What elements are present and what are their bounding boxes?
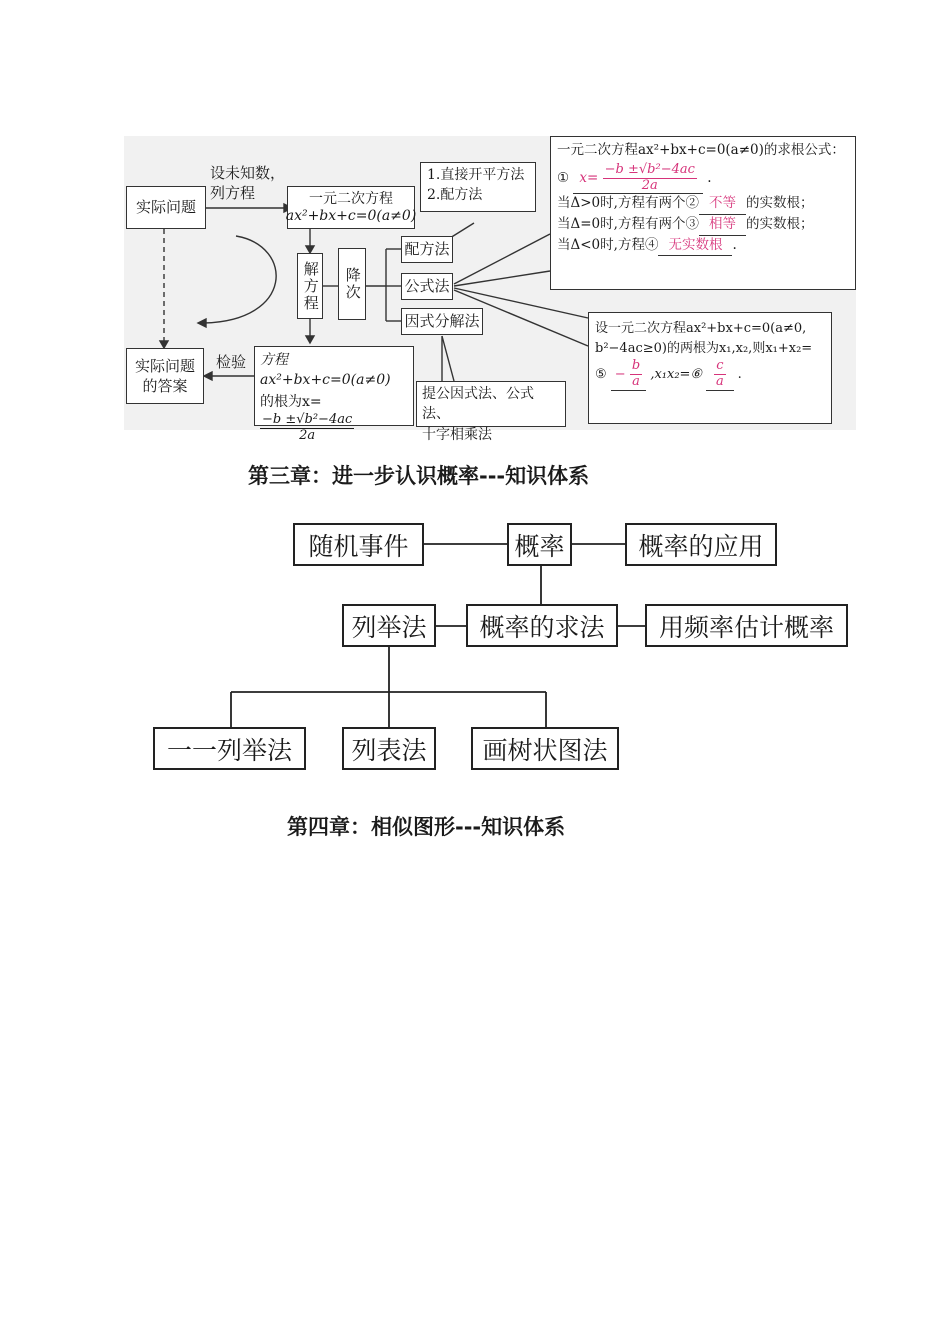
answer-5-den: a: [632, 374, 640, 390]
frequency-estimate-label: 用频率估计概率: [658, 612, 834, 642]
formula-intro: 一元二次方程ax²+bx+c=0(a≠0)的求根公式：: [557, 142, 845, 158]
delta-negative-tail: .: [732, 236, 737, 253]
enumeration-box: [342, 604, 436, 647]
probability-application-box: [625, 523, 777, 566]
reduce-degree-label: 降次: [343, 267, 362, 301]
vieta-line2: b²−4ac≥0)的两根为x₁,x₂,则x₁+x₂=: [595, 341, 813, 357]
roots-numerator: −b ±√b²−4ac: [262, 411, 353, 427]
method-complete-square-label: 配方法: [404, 239, 450, 258]
vieta-line1: 设一元二次方程ax²+bx+c=0(a≠0,: [595, 321, 807, 336]
quad-eq-line1: 一元二次方程: [309, 190, 393, 207]
delta-zero-tail: 的实数根；: [745, 216, 814, 232]
answer-5-num: b: [631, 358, 641, 374]
delta-negative-text: 当Δ<0时,方程④: [557, 236, 659, 253]
circle-5: ⑤: [595, 367, 607, 383]
list-equation-text: 列方程: [210, 183, 256, 202]
vieta-period: .: [737, 367, 742, 383]
probability-application-label: 概率的应用: [638, 531, 764, 561]
probability-label: 概率: [514, 531, 565, 561]
random-event-box: [293, 523, 424, 566]
roots-line2-text: 的根为x=: [260, 394, 322, 411]
table-method-label: 列表法: [351, 735, 427, 765]
random-event-label: 随机事件: [308, 531, 409, 561]
probability-box: [507, 523, 572, 566]
note-method-2: 2.配方法: [427, 186, 483, 203]
probability-methods-box: [466, 604, 618, 647]
delta-zero-answer: 相等: [699, 215, 746, 236]
quad-eq-line2: ax²+bx+c=0(a≠0): [285, 207, 417, 224]
answer-line2: 的答案: [142, 377, 188, 395]
answer-6-den: a: [715, 374, 724, 390]
delta-negative-answer: 无实数根: [658, 236, 732, 257]
table-method-box: [342, 727, 436, 770]
actual-problem-label: 实际问题: [135, 197, 196, 216]
solve-equation-label: 解方程: [301, 260, 320, 312]
method-factor-label: 因式分解法: [404, 311, 480, 330]
set-unknown-text: 设未知数，: [210, 164, 286, 182]
one-by-one-box: [153, 727, 306, 770]
frequency-estimate-box: [645, 604, 848, 647]
probability-methods-label: 概率的求法: [479, 612, 605, 642]
one-by-one-label: 一一列举法: [166, 735, 292, 765]
answer-5-sign: −: [614, 367, 626, 383]
note-method-1: 1.直接开平方法: [427, 167, 525, 183]
formula-numerator: −b ±√b²−4ac: [604, 161, 695, 177]
delta-positive-tail: 的实数根；: [745, 195, 814, 212]
circle-1: ①: [557, 169, 570, 186]
chapter4-title: 第四章：相似图形---知识体系: [287, 815, 566, 839]
formula-period: .: [707, 169, 712, 186]
roots-denominator: 2a: [299, 427, 316, 443]
answer-6-num: c: [716, 358, 724, 374]
factor-note-2: 十字相乘法: [422, 426, 492, 443]
formula-denominator: 2a: [641, 177, 658, 193]
vieta-product: ,x₁x₂=⑥: [650, 367, 703, 383]
check-label: 检验: [216, 353, 247, 371]
delta-positive-answer: 不等: [699, 194, 746, 215]
formula-x: x=: [579, 169, 599, 186]
factor-note-1: 提公因式法、公式法、: [422, 386, 534, 423]
method-formula-label: 公式法: [404, 276, 450, 295]
tree-diagram-label: 画树状图法: [482, 735, 608, 765]
roots-line1: 方程ax²+bx+c=0(a≠0): [260, 352, 391, 388]
delta-zero-text: 当Δ=0时,方程有两个③: [557, 216, 699, 232]
delta-positive-text: 当Δ>0时,方程有两个②: [557, 195, 699, 212]
answer-line1: 实际问题: [134, 356, 195, 375]
chapter3-title: 第三章：进一步认识概率---知识体系: [248, 464, 590, 488]
tree-diagram-box: [471, 727, 619, 770]
enumeration-label: 列举法: [351, 612, 427, 642]
